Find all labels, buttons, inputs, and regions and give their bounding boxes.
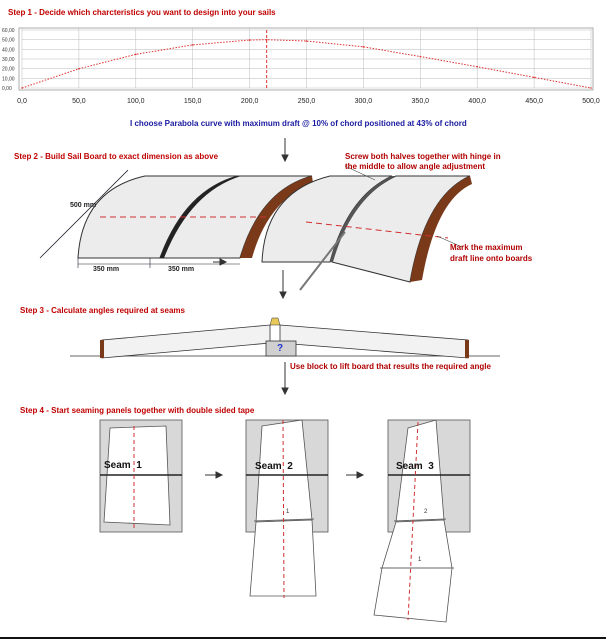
y-tick-label: 40,00 — [2, 47, 15, 54]
y-tick-label: 50,00 — [2, 37, 15, 44]
board-right-side — [280, 325, 468, 358]
seam-word: Seam — [396, 461, 423, 472]
data-point — [420, 56, 422, 58]
data-point — [78, 68, 80, 70]
panel-number-3-2: 2 — [424, 509, 428, 515]
seam-angle-diagram — [70, 318, 500, 358]
seam-number: 3 — [428, 461, 434, 472]
seam-word: Seam — [255, 461, 282, 472]
y-tick-label: 10,00 — [2, 76, 15, 83]
step3-title: Step 3 - Calculate angles required at seams — [20, 306, 185, 315]
x-tick-label: 0,0 — [17, 98, 27, 105]
x-tick-label: 200,0 — [240, 98, 259, 105]
x-tick-label: 250,0 — [297, 98, 316, 105]
panel-number-2-1: 1 — [286, 509, 290, 515]
draft-note-1: Mark the maximum — [450, 243, 523, 252]
data-point — [192, 44, 194, 46]
x-tick-label: 400,0 — [468, 98, 486, 105]
panel-number-3-1: 1 — [418, 557, 422, 563]
y-tick-label: 20,00 — [2, 66, 15, 73]
dim-width-right: 350 mm — [168, 266, 195, 273]
seam-word: Seam — [104, 460, 131, 471]
x-tick-label: 50,0 — [72, 98, 86, 105]
x-tick-label: 100,0 — [127, 98, 145, 105]
seam-label-2 — [255, 461, 293, 472]
x-tick-label: 350,0 — [411, 98, 430, 105]
y-tick-label: 0,00 — [2, 86, 12, 92]
hinge-note-2: the middle to allow angle adjustment — [345, 162, 486, 171]
data-point — [363, 46, 365, 48]
hinge — [270, 318, 280, 325]
block-note: Use block to lift board that results the required angle — [290, 362, 491, 371]
hinge-note-1: Screw both halves together with hinge in — [345, 152, 501, 161]
data-point — [590, 87, 592, 89]
seam-panels-3 — [374, 420, 470, 622]
x-tick-label: 500,0 — [582, 98, 600, 105]
draft-note-2: draft line onto boards — [450, 254, 533, 263]
step1-title: Step 1 - Decide which charcteristics you want to design into your sails — [8, 8, 276, 17]
dim-height-label: 500 mm — [70, 202, 97, 209]
data-point — [306, 40, 308, 42]
seam-label-3 — [396, 461, 434, 472]
step4-title: Step 4 - Start seaming panels together with double sided tape — [20, 406, 255, 415]
y-tick-label: 30,00 — [2, 57, 15, 63]
step2-title: Step 2 - Build Sail Board to exact dimension as above — [14, 152, 219, 161]
data-point — [21, 87, 23, 89]
x-tick-label: 300,0 — [354, 98, 373, 105]
y-tick-label: 60,00 — [2, 28, 15, 34]
data-point — [533, 77, 535, 79]
data-point — [476, 66, 478, 68]
board-left-side — [102, 325, 270, 358]
seam-label-1 — [104, 460, 142, 471]
seam-number: 1 — [136, 460, 142, 471]
block-question-mark: ? — [277, 343, 284, 354]
x-tick-label: 150,0 — [183, 98, 202, 105]
seam-panels-1 — [100, 420, 182, 532]
data-point — [135, 54, 137, 56]
data-point — [249, 39, 251, 41]
seam-number: 2 — [287, 461, 293, 472]
dim-width-left: 350 mm — [93, 266, 120, 273]
x-tick-label: 450,0 — [525, 98, 543, 105]
parabola-note: I choose Parabola curve with maximum draft @ 10% of chord positioned at 43% of chord — [130, 119, 467, 128]
